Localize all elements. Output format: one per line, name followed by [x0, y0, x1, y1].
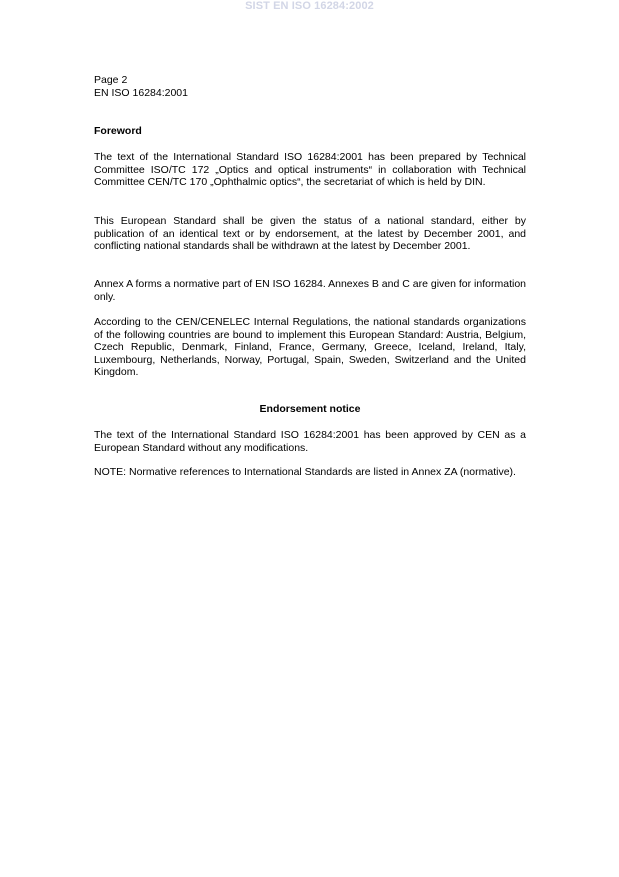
foreword-paragraph: Annex A forms a normative part of EN ISO 16284. Annexes B and C are given for information only. — [94, 278, 526, 303]
foreword-paragraph: The text of the International Standard ISO 16284:2001 has been prepared by Technical Committee ISO/TC 172 „Optics and optical instruments“ in collaboration with Technical Committee CEN/TC 170 „Ophthalmic optics“, the secretariat of which is held by DIN. — [94, 151, 526, 189]
endorsement-heading: Endorsement notice — [259, 403, 361, 415]
endorsement-note: NOTE: Normative references to International Standards are listed in Annex ZA (normative). — [94, 466, 516, 478]
foreword-heading: Foreword — [94, 125, 142, 137]
page-number: Page 2 — [94, 74, 128, 86]
endorsement-paragraph: The text of the International Standard ISO 16284:2001 has been approved by CEN as a European Standard without any modifications. — [94, 429, 526, 454]
foreword-paragraph: This European Standard shall be given the status of a national standard, either by publication of an identical text or by endorsement, at the latest by December 2001, and conflicting national standards shall be withdrawn at the latest by December 2001. — [94, 215, 526, 253]
document-id: EN ISO 16284:2001 — [94, 87, 188, 99]
page-header — [94, 74, 188, 100]
foreword-paragraph: According to the CEN/CENELEC Internal Regulations, the national standards organizations of the following countries are bound to implement this European Standard: Austria, Belgium, Czech Republic, Denmark, Finland, France, Germany, Greece, Iceland, Ireland, Italy, Luxembourg, Netherlands, Norway, Portugal, Spain, Sweden, Switzerland and the United Kingdom. — [94, 316, 526, 379]
document-watermark: SIST EN ISO 16284:2002 — [245, 0, 374, 12]
